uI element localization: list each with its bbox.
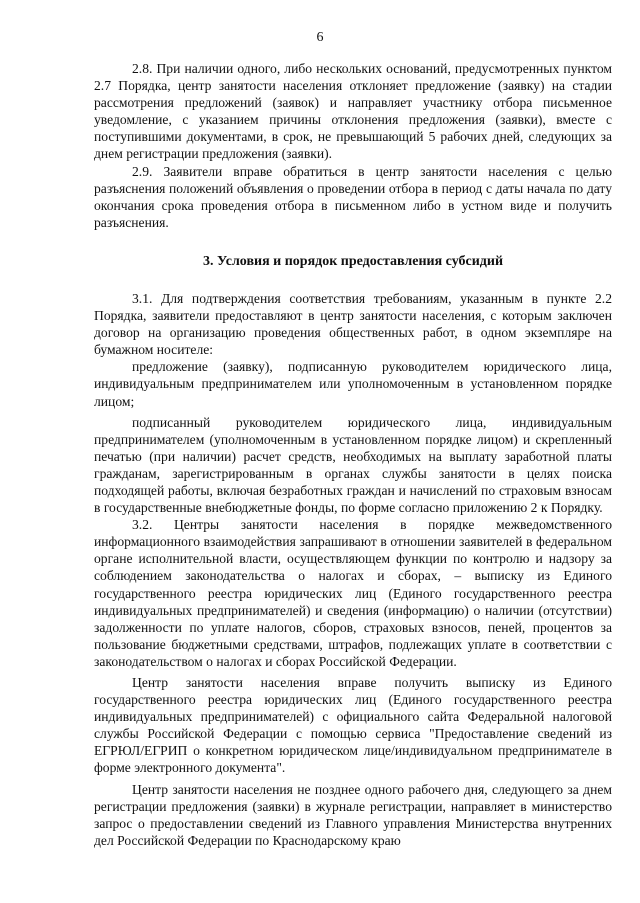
paragraph-2-9: 2.9. Заявители вправе обратиться в центр занятости населения с целью разъяснения положений объявления о проведении отбора в период с даты начала по дату окончания срока проведения отбора в письменном либо в устном виде и получить разъяснения. <box>94 163 612 230</box>
page-number: 6 <box>316 30 324 45</box>
paragraph-3-1: 3.1. Для подтверждения соответствия требованиям, указанным в пункте 2.2 Порядка, заявители предоставляют в центр занятости населения, с которым заключен договор на организацию проведения общественных работ, в одном экземпляре на бумажном носителе: <box>94 290 612 358</box>
paragraph-3-2: 3.2. Центры занятости населения в порядке межведомственного информационного взаимодействия запрашивают в отношении заявителей в федеральном органе исполнительной власти, осуществляющем функции по контролю и надзору за соблюдением законодательства о налогах и сборах, – выписку из Единого государственного реестра юридических лиц (Единого государственного реестра индивидуальных предпринимателей) и сведения (информацию) о наличии (отсутствии) задолженности по уплате налогов, сборов, страховых взносов, пеней, процентов за пользование бюджетными средствами, штрафов, подлежащих уплате в соответствии с законодательством о налогах и сборах Российской Федерации. <box>94 517 612 669</box>
paragraph-proposal: предложение (заявку), подписанную руководителем юридического лица, индивидуальным предпринимателем или уполномоченным в установленном порядке лицом; <box>94 359 612 409</box>
paragraph-extract: Центр занятости населения вправе получить выписку из Единого государственного реестра юридических лиц (Единого государственного реестра индивидуальных предпринимателей) с официального сайта Федеральной налоговой службы Российской Федерации с помощью сервиса "Предоставление сведений из ЕГРЮЛ/ЕГРИП о конкретном юридическом лице/индивидуальном предпринимателе в форме электронного документа". <box>94 675 612 776</box>
paragraph-2-8: 2.8. При наличии одного, либо нескольких оснований, предусмотренных пунктом 2.7 Порядка, центр занятости населения отклоняет предложение (заявку) на стадии рассмотрения предложений (заявок) и направляет участнику отбора письменное уведомление, с указанием причины отклонения предложения (заявки), вместе с поступившими документами, в срок, не превышающий 5 рабочих дней, следующих за днем регистрации предложения (заявки). <box>94 61 612 162</box>
paragraph-calculation: подписанный руководителем юридического лица, индивидуальным предпринимателем (уполномоченным в установленном порядке лицом) и скрепленный печатью (при наличии) расчет средств, необходимых на выплату заработной платы гражданам, зарегистрированным в органах службы занятости в целях поиска подходящей работы, включая безработных граждан и начислений по страховым взносам в государственные внебюджетные фонды, по форме согласно приложению 2 к Порядку. <box>94 414 612 516</box>
paragraph-request: Центр занятости населения не позднее одного рабочего дня, следующего за днем регистрации предложения (заявки) в журнале регистрации, направляет в министерство запрос о предоставлении сведений из Главного управления Министерства внутренних дел Российской Федерации по Краснодарскому краю <box>94 781 612 848</box>
section-heading: 3. Условия и порядок предоставления субсидий <box>202 253 504 269</box>
document-body <box>94 60 612 849</box>
